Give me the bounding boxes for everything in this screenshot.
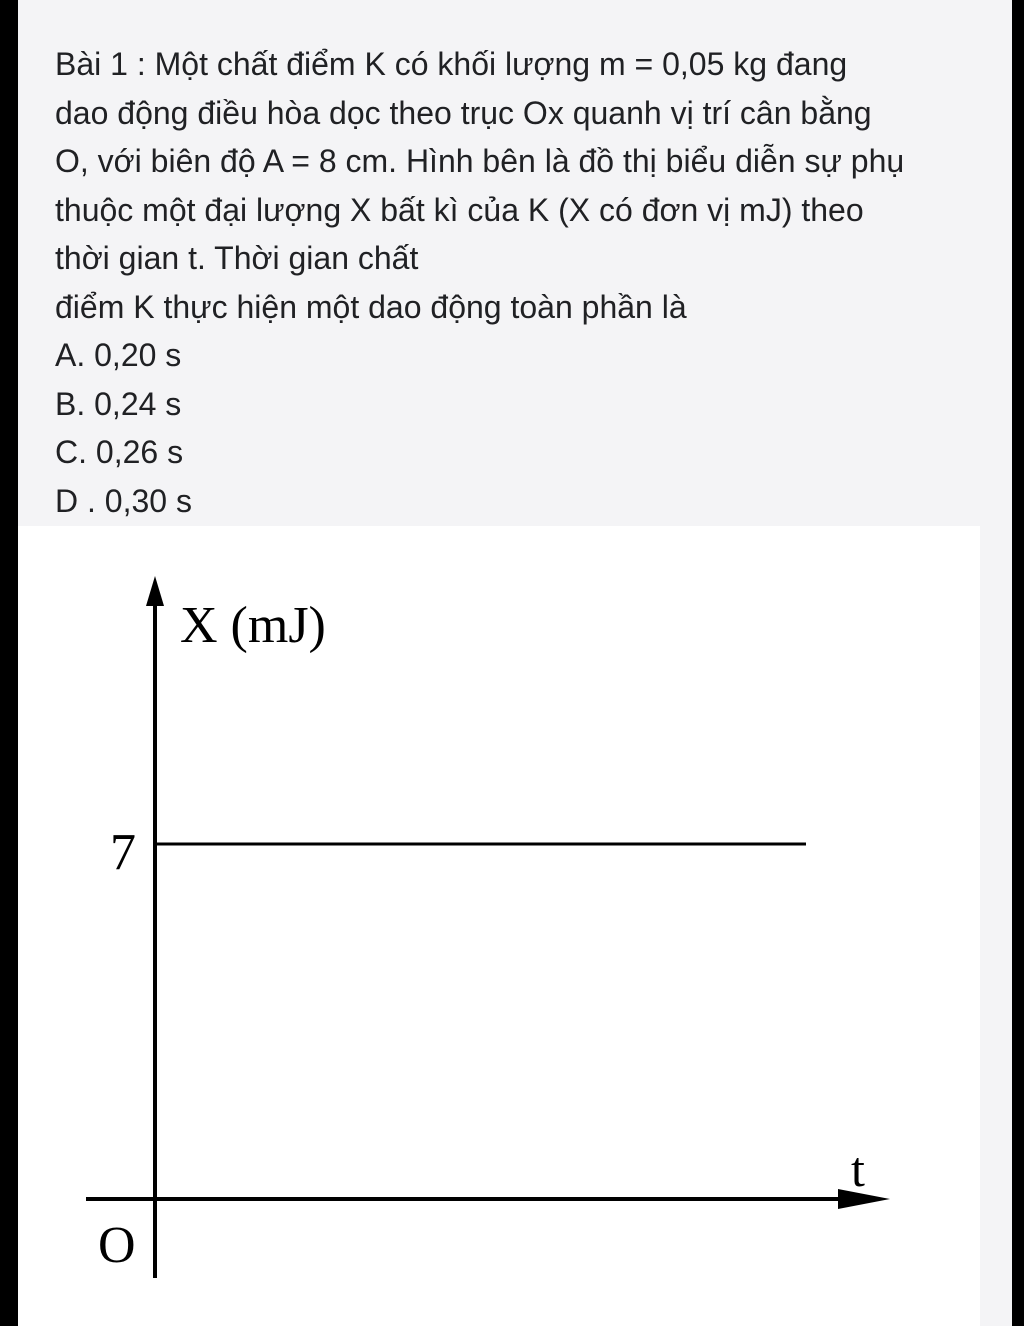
question-line-2: dao động điều hòa dọc theo trục Ox quanh vị trí cân bằng <box>55 94 872 131</box>
left-black-border <box>0 0 18 1326</box>
question-line-1: Bài 1 : Một chất điểm K có khối lượng m = 0,05 kg đang <box>55 46 848 82</box>
question-line-4: thuộc một đại lượng X bất kì của K (X có đơn vị mJ) theo <box>55 191 864 228</box>
x-axis-label: t <box>851 1141 865 1197</box>
question-line-6: điểm K thực hiện một dao động toàn phần là <box>55 288 687 325</box>
answer-options <box>55 331 985 525</box>
option-a[interactable]: A. 0,20 s <box>55 337 182 373</box>
level-tick-label: 7 <box>110 824 136 881</box>
y-axis-label: X (mJ) <box>180 597 326 654</box>
option-d[interactable]: D . 0,30 s <box>55 482 192 519</box>
right-black-border <box>1012 0 1024 1326</box>
question-line-3: O, với biên độ A = 8 cm. Hình bên là đồ thị biểu diễn sự phụ <box>55 143 905 179</box>
graph-figure <box>18 526 980 1326</box>
question-line-5: thời gian t. Thời gian chất <box>55 240 419 276</box>
origin-label: O <box>98 1217 136 1274</box>
content-area <box>18 0 1012 1326</box>
question-block <box>55 40 985 525</box>
y-axis-arrow-icon <box>146 576 164 606</box>
option-c[interactable]: C. 0,26 s <box>55 434 184 470</box>
graph-svg <box>18 526 980 1326</box>
option-b[interactable]: B. 0,24 s <box>55 385 182 422</box>
